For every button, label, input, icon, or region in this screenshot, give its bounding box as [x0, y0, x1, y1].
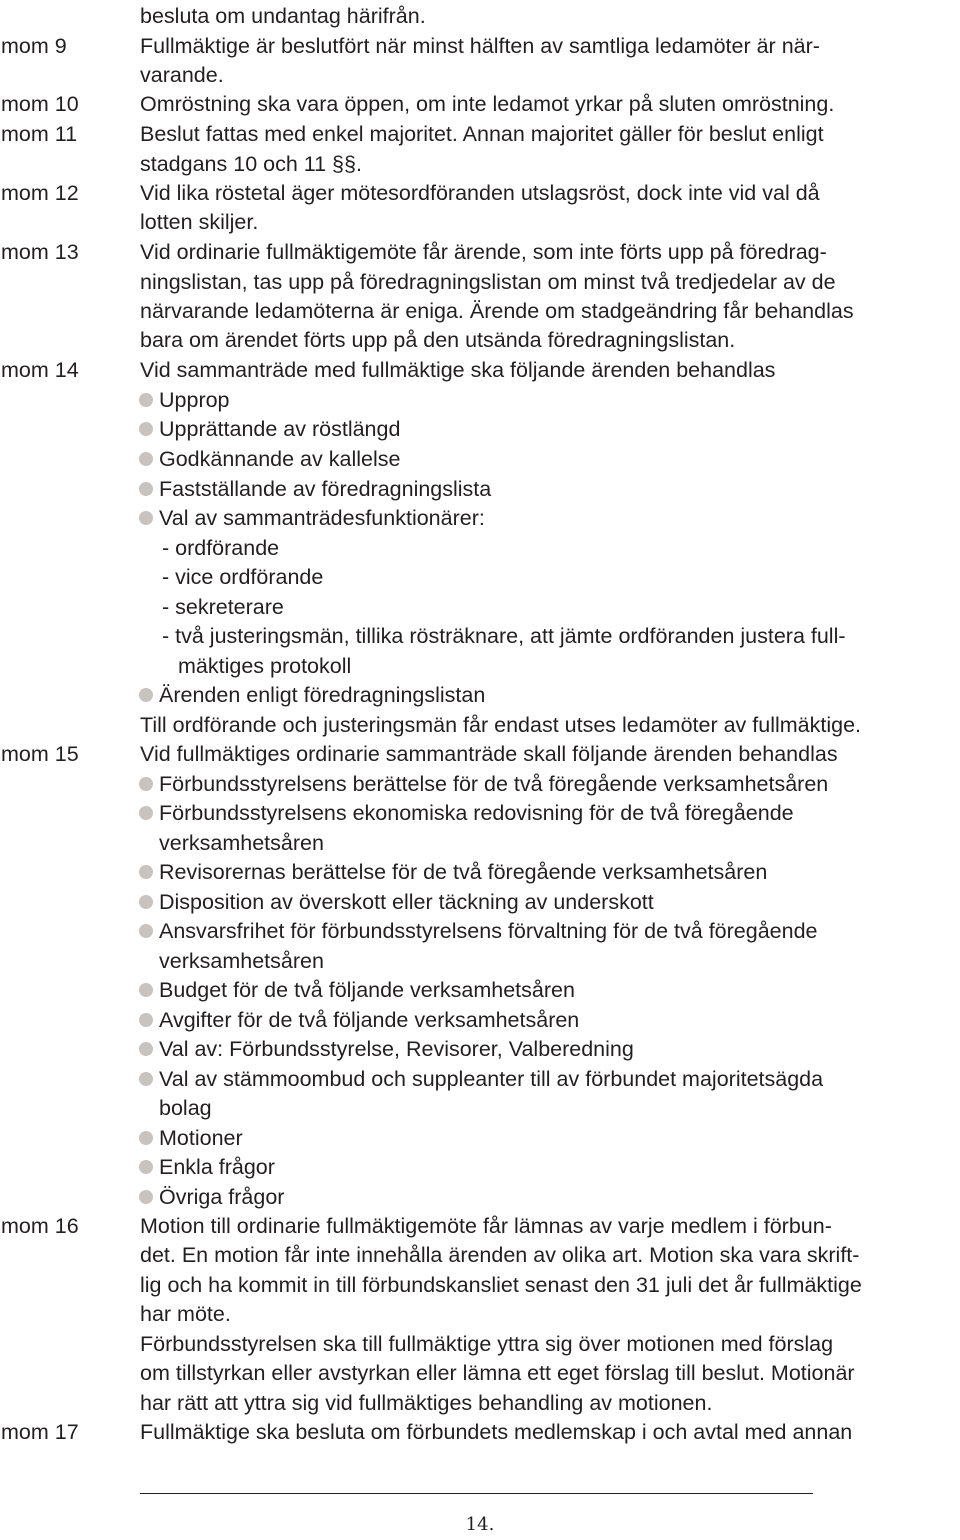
list-item: Förbundsstyrelsens ekonomiska redovisning för de två föregående: [159, 801, 794, 825]
section-label: mom 14: [1, 358, 79, 382]
page-number: 14.: [465, 1514, 495, 1535]
bullet-icon: [139, 983, 153, 997]
paragraph-line: Fullmäktige är beslutfört när minst hälften av samtliga ledamöter är när-: [140, 34, 820, 58]
section-label: mom 9: [1, 34, 67, 58]
list-item: Fastställande av föredragningslista: [159, 477, 492, 501]
list-item: Avgifter för de två följande verksamhetsåren: [159, 1008, 580, 1032]
list-item: Enkla frågor: [159, 1155, 275, 1179]
paragraph-line: Fullmäktige ska besluta om förbundets medlemskap i och avtal med annan: [140, 1420, 853, 1444]
bullet-icon: [139, 1013, 153, 1027]
paragraph-line: ningslistan, tas upp på föredragningslistan om minst två tredjedelar av de: [140, 270, 836, 294]
bullet-icon: [139, 1190, 153, 1204]
bullet-icon: [139, 688, 153, 702]
paragraph-line: lig och ha kommit in till förbundskansliet senast den 31 juli det år fullmäktige: [140, 1273, 862, 1297]
list-item: Ansvarsfrihet för förbundsstyrelsens förvaltning för de två föregående: [159, 919, 818, 943]
sub-list-item-continuation: mäktiges protokoll: [178, 654, 352, 678]
bullet-icon: [139, 1042, 153, 1056]
paragraph-line: närvarande ledamöterna är eniga. Ärende om stadgeändring får behandlas: [140, 299, 854, 323]
list-item-continuation: verksamhetsåren: [159, 831, 324, 855]
bullet-icon: [139, 865, 153, 879]
footer-divider: [140, 1493, 813, 1494]
list-item: Disposition av överskott eller täckning av underskott: [159, 890, 654, 914]
bullet-icon: [139, 1072, 153, 1086]
paragraph-line: Vid lika röstetal äger mötesordföranden utslagsröst, dock inte vid val då: [140, 181, 820, 205]
paragraph-line: Vid sammanträde med fullmäktige ska följande ärenden behandlas: [140, 358, 776, 382]
bullet-icon: [139, 393, 153, 407]
paragraph-line: Omröstning ska vara öppen, om inte ledamot yrkar på sluten omröstning.: [140, 92, 835, 116]
list-item: Motioner: [159, 1126, 243, 1150]
bullet-icon: [139, 422, 153, 436]
bullet-icon: [139, 511, 153, 525]
list-item-continuation: bolag: [159, 1096, 212, 1120]
paragraph-line: det. En motion får inte innehålla ärenden av olika art. Motion ska vara skrift-: [140, 1243, 860, 1267]
paragraph-line: lotten skiljer.: [140, 210, 259, 234]
section-label: mom 11: [1, 122, 78, 146]
section-label: mom 15: [1, 742, 79, 766]
bullet-icon: [139, 806, 153, 820]
paragraph-line: varande.: [140, 63, 224, 87]
list-item: Val av stämmoombud och suppleanter till av förbundet majoritetsägda: [159, 1067, 824, 1091]
paragraph-line: besluta om undantag härifrån.: [140, 4, 426, 28]
list-item: Revisorernas berättelse för de två föregående verksamhetsåren: [159, 860, 768, 884]
paragraph-line: stadgans 10 och 11 §§.: [140, 152, 362, 176]
list-item-continuation: verksamhetsåren: [159, 949, 324, 973]
bullet-icon: [139, 1131, 153, 1145]
paragraph-line: Vid ordinarie fullmäktigemöte får ärende, som inte förts upp på föredrag-: [140, 240, 827, 264]
bullet-icon: [139, 924, 153, 938]
list-item: Förbundsstyrelsens berättelse för de två föregående verksamhetsåren: [159, 772, 829, 796]
paragraph-line: om tillstyrkan eller avstyrkan eller lämna ett eget förslag till beslut. Motionär: [140, 1361, 855, 1385]
list-item: Godkännande av kallelse: [159, 447, 401, 471]
paragraph-line: har rätt att yttra sig vid fullmäktiges behandling av motionen.: [140, 1391, 713, 1415]
section-label: mom 13: [1, 240, 79, 264]
paragraph-line: Till ordförande och justeringsmän får endast utses ledamöter av fullmäktige.: [140, 713, 862, 737]
list-item: Upprättande av röstlängd: [159, 417, 401, 441]
sub-list-item: - vice ordförande: [162, 565, 324, 589]
bullet-icon: [139, 1160, 153, 1174]
paragraph-line: Förbundsstyrelsen ska till fullmäktige yttra sig över motionen med förslag: [140, 1332, 834, 1356]
sub-list-item: - ordförande: [162, 536, 280, 560]
paragraph-line: Beslut fattas med enkel majoritet. Annan majoritet gäller för beslut enligt: [140, 122, 824, 146]
paragraph-line: Vid fullmäktiges ordinarie sammanträde skall följande ärenden behandlas: [140, 742, 838, 766]
bullet-icon: [139, 895, 153, 909]
section-label: mom 10: [1, 92, 79, 116]
section-label: mom 16: [1, 1214, 79, 1238]
section-label: mom 17: [1, 1420, 79, 1444]
list-item: Upprop: [159, 388, 230, 412]
sub-list-item: - sekreterare: [162, 595, 284, 619]
list-item: Budget för de två följande verksamhetsåren: [159, 978, 575, 1002]
paragraph-line: har möte.: [140, 1302, 231, 1326]
list-item: Övriga frågor: [159, 1185, 285, 1209]
paragraph-line: Motion till ordinarie fullmäktigemöte får lämnas av varje medlem i förbun-: [140, 1214, 832, 1238]
list-item: Val av: Förbundsstyrelse, Revisorer, Valberedning: [159, 1037, 634, 1061]
sub-list-item: - två justeringsmän, tillika rösträknare, att jämte ordföranden justera full-: [162, 624, 846, 648]
bullet-icon: [139, 777, 153, 791]
paragraph-line: bara om ärendet förts upp på den utsända föredragningslistan.: [140, 328, 736, 352]
list-item: Ärenden enligt föredragningslistan: [159, 683, 486, 707]
list-item: Val av sammanträdesfunktionärer:: [159, 506, 485, 530]
section-label: mom 12: [1, 181, 79, 205]
bullet-icon: [139, 482, 153, 496]
bullet-icon: [139, 452, 153, 466]
